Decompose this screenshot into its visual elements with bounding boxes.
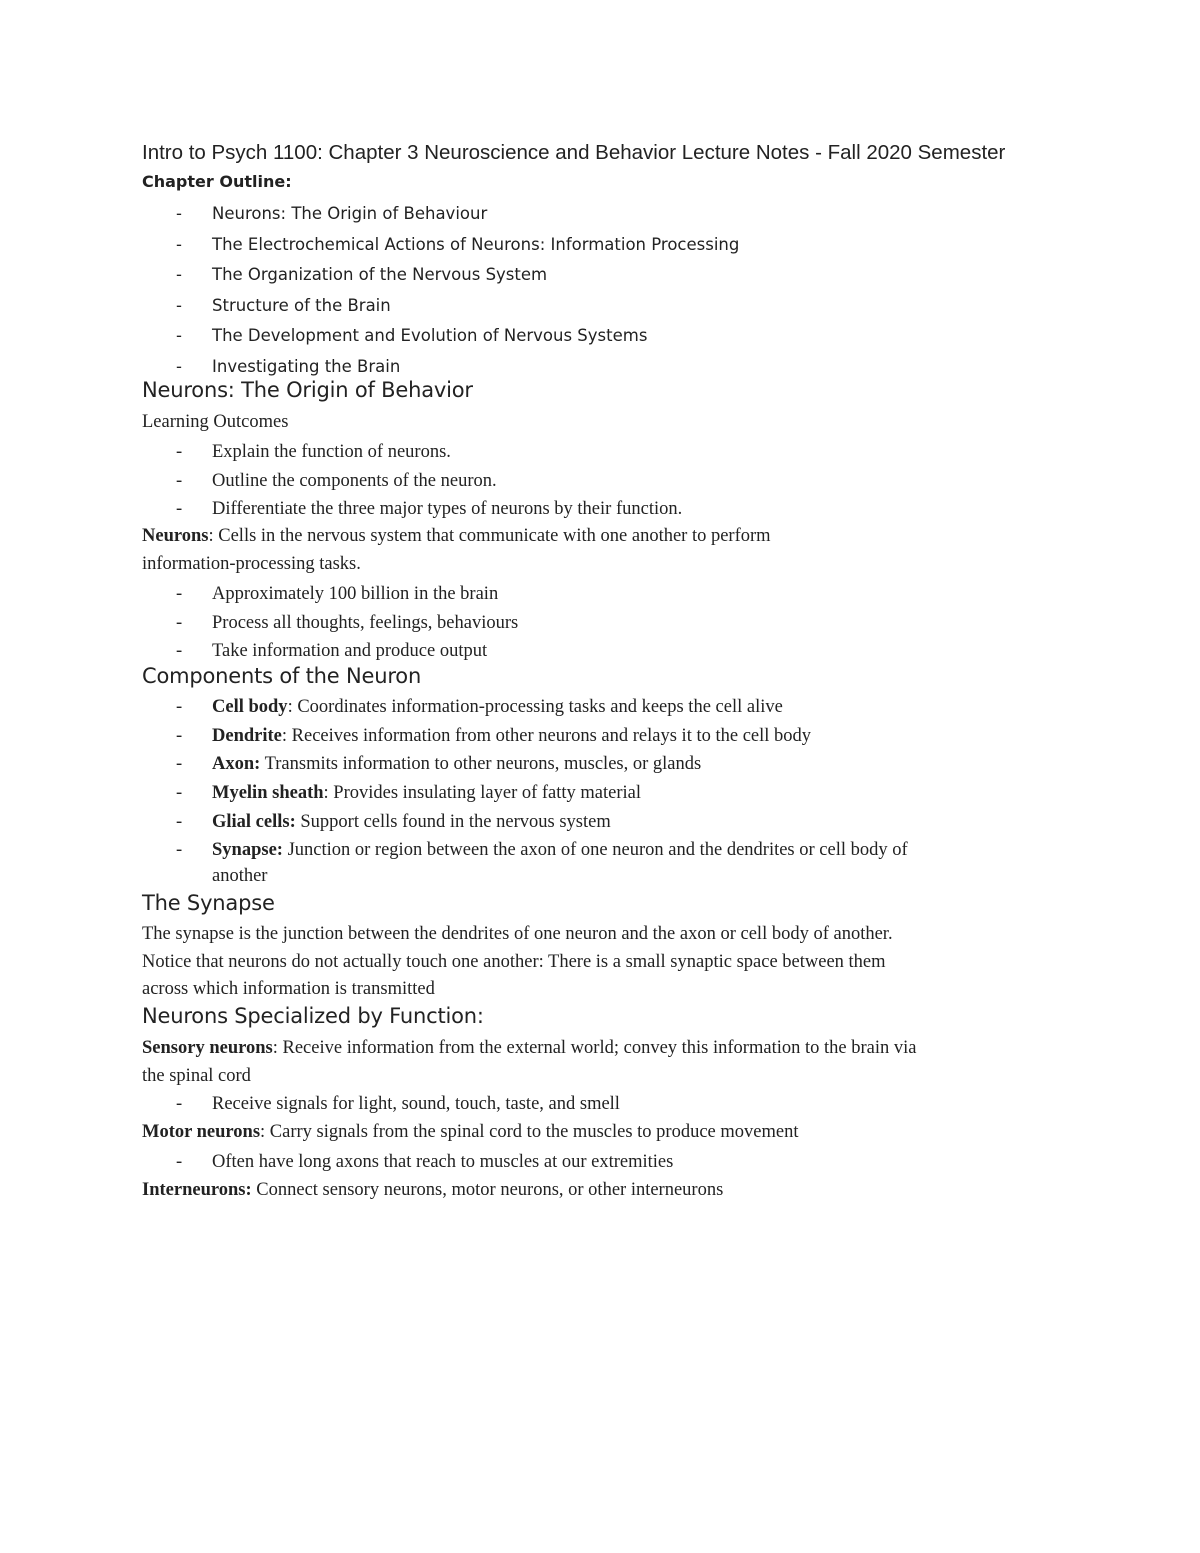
component-term: Dendrite — [212, 725, 282, 746]
section-heading-components: Components of the Neuron — [142, 664, 422, 688]
bullet-dash: - — [176, 641, 183, 662]
component-term: Cell body — [212, 697, 288, 717]
synapse-paragraph-line: Notice that neurons do not actually touch one another: There is a small synaptic space between them — [142, 952, 886, 972]
bullet-dash: - — [176, 584, 183, 604]
definition-term: Interneurons: — [142, 1180, 252, 1200]
bullet-dash: - — [176, 265, 182, 285]
bullet-dash: - — [176, 499, 183, 520]
component-term: Synapse: — [212, 840, 283, 861]
synapse-paragraph-line: The synapse is the junction between the dendrites of one neuron and the axon or cell body of another. — [142, 924, 893, 944]
bullet-dash: - — [176, 840, 183, 861]
document-page: Intro to Psych 1100: Chapter 3 Neuroscience and Behavior Lecture Notes - Fall 2020 Semester Chapter Outline: - Neurons: The Origin of Behaviour - The Electrochemical Actions of Neurons: Information Processing - The Organization of the Nervous System - Structure of the Brain - The Development and Evolution of Nervous Systems - Investigating the Brain Neurons: The Origin of Behavior Learning Outcomes - Explain the function of neurons. - Outline the components of the neuron. - Differentiate the three major types of neurons by their function. Neurons: Cells in the nervous system that communicate with one another to perform information-processing tasks. - Approximately 100 billion in the brain - Process all thoughts, feelings, behaviours - Take information and produce output Components of the Neuron - Cell body: Coordinates information-processing tasks and keeps the cell alive - Dendrite: Receives information from other neurons and relays it to the cell body - Axon: Transmits information to other neurons, muscles, or glands - Myelin sheath: Provides insulating layer of fatty material - Glial cells: Support cells found in the nervous system - Synapse: Junction or region between the axon of one neuron and the dendrites or cell body of another The Synapse The synapse is the junction between the dendrites of one neuron and the axon or cell body of another. Notice that neurons do not actually touch one another: There is a small synaptic space between them across which information is transmitted Neurons Specialized by Function: Sensory neurons: Receive information from the external world; convey this information to the brain via the spinal cord - Receive signals for light, sound, touch, taste, and smell Motor neurons: Carry signals from the spinal cord to the muscles to produce movement - Often have long axons that reach to muscles at our extremities Interneurons: Connect sensory neurons, motor neurons, or other interneurons — [0, 0, 1200, 1553]
bullet-dash: - — [176, 295, 182, 315]
learning-outcomes-label: Learning Outcomes — [142, 412, 289, 432]
bullet-dash: - — [176, 697, 183, 717]
bullet-dash: - — [176, 612, 183, 633]
bullet-dash: - — [176, 326, 182, 346]
bullet-dash: - — [176, 442, 183, 462]
motor-neurons-definition: Motor neurons: Carry signals from the spinal cord to the muscles to produce movement — [142, 1122, 799, 1142]
bullet-dash: - — [176, 783, 183, 804]
definition-term: Neurons — [142, 526, 209, 546]
section-heading-specialized: Neurons Specialized by Function: — [142, 1004, 484, 1028]
sensory-neurons-continued: the spinal cord — [142, 1066, 251, 1086]
bullet-dash: - — [176, 754, 183, 775]
neurons-definition — [142, 526, 771, 547]
synapse-paragraph-line: across which information is transmitted — [142, 979, 435, 999]
neurons-definition-continued: information-processing tasks. — [142, 554, 361, 574]
definition-term: Sensory neurons — [142, 1038, 273, 1058]
component-term: Glial cells: — [212, 811, 296, 832]
synapse-continuation: another — [212, 866, 268, 886]
section-heading-neurons: Neurons: The Origin of Behavior — [142, 378, 473, 402]
interneurons-definition: Interneurons: Connect sensory neurons, motor neurons, or other interneurons — [142, 1180, 724, 1200]
component-term: Myelin sheath — [212, 783, 324, 804]
bullet-dash: - — [176, 725, 183, 746]
section-heading-synapse: The Synapse — [142, 891, 275, 915]
bullet-dash: - — [176, 356, 182, 376]
bullet-dash: - — [176, 1152, 183, 1172]
document-title: Intro to Psych 1100: Chapter 3 Neuroscience and Behavior Lecture Notes - Fall 2020 Semester — [142, 141, 1006, 164]
bullet-dash: - — [176, 470, 183, 491]
bullet-dash: - — [176, 234, 182, 254]
definition-text: : Cells in the nervous system that communicate with one another to perform — [208, 526, 771, 546]
bullet-dash: - — [176, 811, 183, 832]
definition-term: Motor neurons — [142, 1122, 261, 1142]
component-term: Axon: — [212, 754, 261, 775]
bullet-dash: - — [176, 204, 182, 223]
sensory-neurons-definition: Sensory neurons: Receive information from the external world; convey this information to the brain via — [142, 1038, 917, 1058]
bullet-dash: - — [176, 1094, 183, 1114]
chapter-outline-heading: Chapter Outline: — [142, 172, 292, 191]
